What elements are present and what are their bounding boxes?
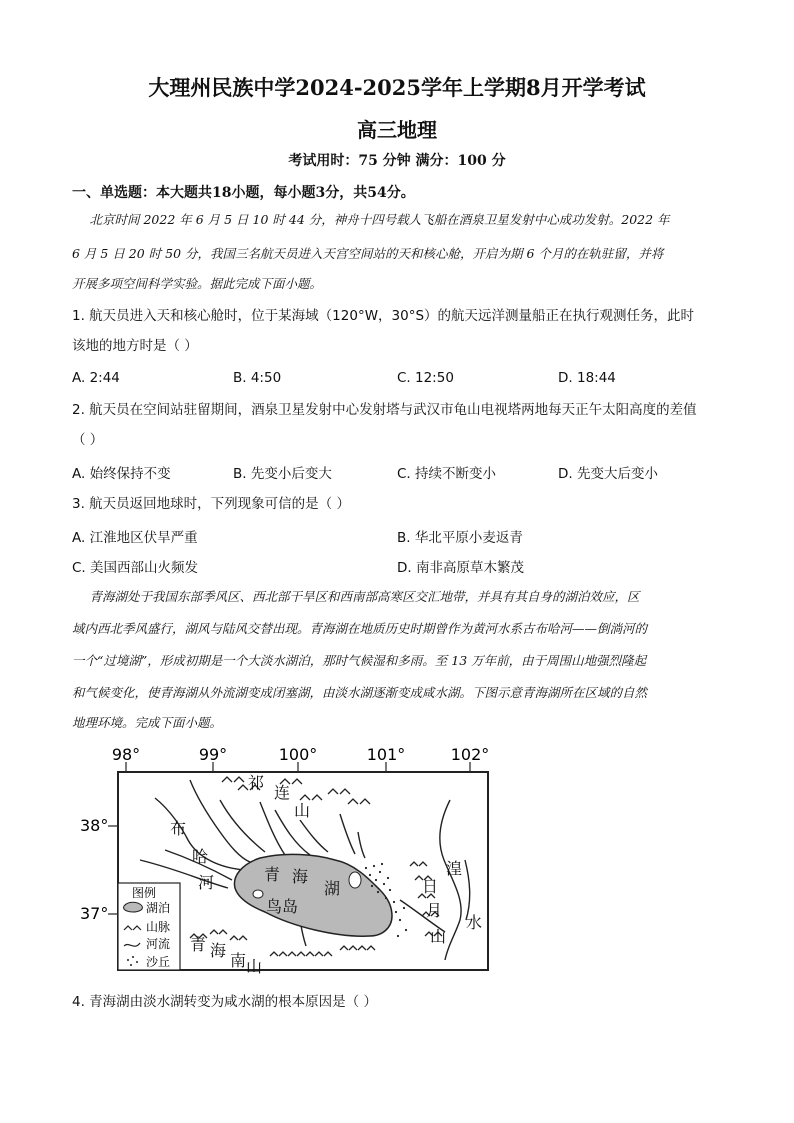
svg-text:湖泊: 湖泊 <box>146 901 171 915</box>
svg-text:河流: 河流 <box>146 937 171 951</box>
lake-islet <box>349 872 361 888</box>
q3-option-b[interactable]: B. 华北平原小麦返青 <box>397 530 523 546</box>
label-buha-river: 布 <box>170 819 187 838</box>
label-buha-river: 河 <box>198 873 215 892</box>
svg-text:沙丘: 沙丘 <box>146 955 171 969</box>
q2-option-b[interactable]: B. 先变小后变大 <box>233 466 332 482</box>
svg-text:山脉: 山脉 <box>146 920 171 934</box>
q3-stem: 3. 航天员返回地球时，下列现象可信的是（ ） <box>72 496 350 512</box>
lon-label: 99° <box>198 745 228 764</box>
label-riyue-mountain: 山 <box>430 927 447 946</box>
q1-stem-line2: 该地的地方时是（ ） <box>72 338 198 354</box>
lat-label: 37° <box>80 904 109 923</box>
q2-option-d[interactable]: D. 先变大后变小 <box>558 466 658 482</box>
passage1-line1: 北京时间 2022 年 6 月 5 日 10 时 44 分，神舟十四号载人飞船在酒泉卫星发射中心成功发射。2022 年 <box>89 212 670 227</box>
q1-option-a[interactable]: A. 2:44 <box>72 370 120 386</box>
label-qilian: 山 <box>294 801 311 820</box>
passage2-line5: 地理环境。完成下面小题。 <box>72 715 223 730</box>
section-heading: 一、单选题：本大题共18小题，每小题3分，共54分。 <box>72 185 415 201</box>
q3-option-c[interactable]: C. 美国西部山火频发 <box>72 560 199 576</box>
label-qinghai-nanshan: 南 <box>230 951 247 970</box>
label-qinghai-lake: 海 <box>292 867 309 886</box>
lon-label: 102° <box>450 745 490 764</box>
passage1-line3: 开展多项空间科学实验。据此完成下面小题。 <box>72 276 323 291</box>
subject-title: 高三地理 <box>357 118 437 142</box>
q1-option-b[interactable]: B. 4:50 <box>233 370 282 386</box>
lon-label: 100° <box>278 745 318 764</box>
label-riyue-mountain: 月 <box>426 901 443 920</box>
label-buha-river: 哈 <box>192 847 209 866</box>
svg-text:图例: 图例 <box>132 886 157 900</box>
lon-label: 98° <box>111 745 141 764</box>
passage2-line3: 一个“过境湖”，形成初期是一个大淡水湖泊，那时气候湿和多雨。至 13 万年前，由于周围山地强烈隆起 <box>72 653 647 668</box>
label-qilian: 连 <box>274 783 291 802</box>
label-qinghai-lake: 青 <box>264 865 281 884</box>
map-legend <box>118 883 180 970</box>
q1-option-d[interactable]: D. 18:44 <box>558 370 616 386</box>
passage2-line2: 域内西北季风盛行，湖风与陆风交替出现。青海湖在地质历史时期曾作为黄河水系古布哈河——倒淌河的 <box>72 621 648 636</box>
label-qinghai-nanshan: 山 <box>246 957 263 976</box>
legend-lake-icon <box>124 902 143 912</box>
label-bird-island: 鸟岛 <box>266 897 299 916</box>
qinghai-lake-map <box>70 740 520 980</box>
q1-stem-line1: 1. 航天员进入天和核心舱时，位于某海域（120°W，30°S）的航天远洋测量船正在执行观测任务，此时 <box>72 308 695 324</box>
q3-option-d[interactable]: D. 南非高原草木繁茂 <box>397 560 524 576</box>
label-huangshui: 湟 <box>446 859 463 878</box>
q4-stem: 4. 青海湖由淡水湖转变为咸水湖的根本原因是（ ） <box>72 994 377 1010</box>
q2-option-a[interactable]: A. 始终保持不变 <box>72 466 171 482</box>
label-qinghai-lake: 湖 <box>324 879 341 898</box>
label-riyue-mountain: 日 <box>422 877 439 896</box>
lat-label: 38° <box>80 816 109 835</box>
q2-stem-line1: 2. 航天员在空间站驻留期间，酒泉卫星发射中心发射塔与武汉市龟山电视塔两地每天正午太阳高度的差值 <box>72 402 697 418</box>
exam-title: 大理州民族中学2024-2025学年上学期8月开学考试 <box>148 75 646 100</box>
q3-option-a[interactable]: A. 江淮地区伏旱严重 <box>72 530 198 546</box>
q1-option-c[interactable]: C. 12:50 <box>397 370 454 386</box>
label-huangshui: 水 <box>466 913 483 932</box>
label-qinghai-nanshan: 青 <box>190 935 207 954</box>
exam-info: 考试用时：75 分钟 满分：100 分 <box>288 153 506 169</box>
bird-island <box>253 890 263 898</box>
label-qinghai-nanshan: 海 <box>210 941 227 960</box>
q2-stem-line2: （ ） <box>72 432 104 448</box>
lon-label: 101° <box>366 745 406 764</box>
label-qilian: 祁 <box>248 773 265 792</box>
q2-option-c[interactable]: C. 持续不断变小 <box>397 466 497 482</box>
passage1-line2: 6 月 5 日 20 时 50 分，我国三名航天员进入天宫空间站的天和核心舱，开启为期 6 个月的在轨驻留，并将 <box>72 246 664 261</box>
passage2-line4: 和气候变化，使青海湖从外流湖变成闭塞湖，由淡水湖逐渐变成咸水湖。下图示意青海湖所在区域的自然 <box>72 685 648 700</box>
passage2-line1: 青海湖处于我国东部季风区、西北部干旱区和西南部高寒区交汇地带，并具有其自身的湖泊效应，区 <box>89 589 640 604</box>
